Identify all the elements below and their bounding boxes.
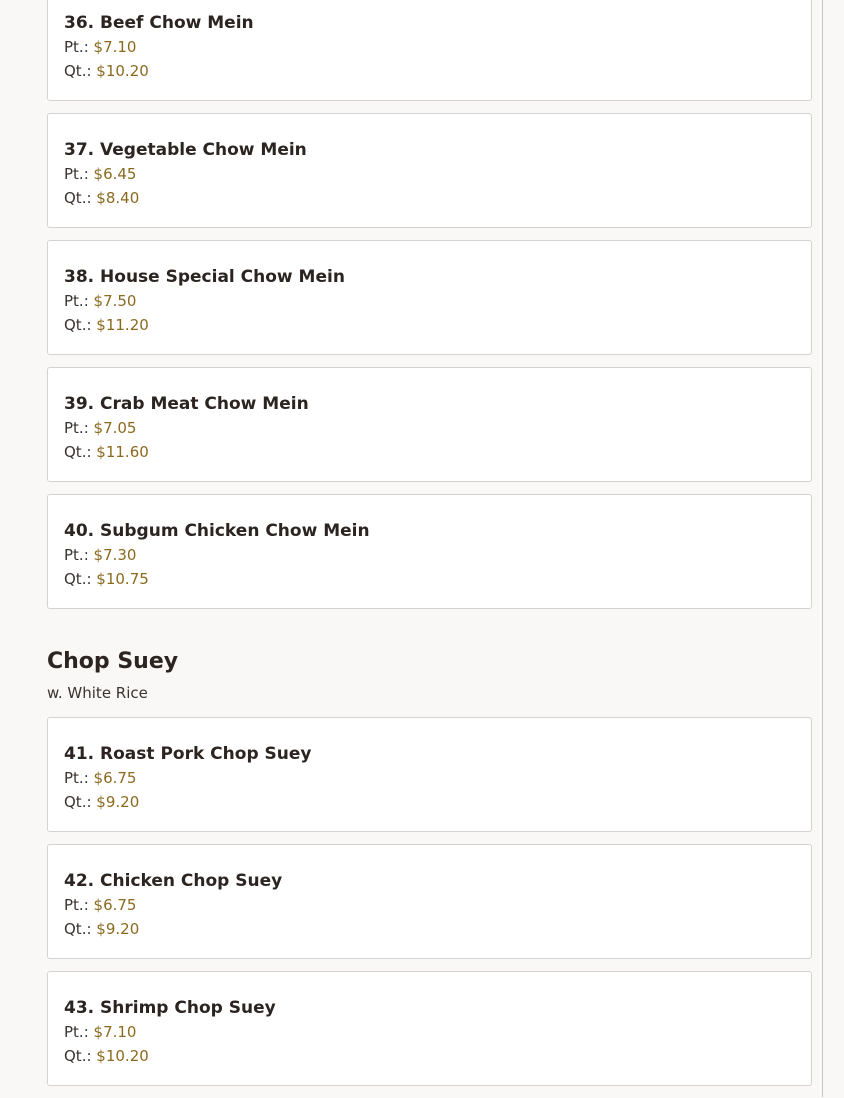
quart-price-line xyxy=(64,59,795,83)
pint-label: Pt.: xyxy=(64,546,89,564)
menu-item-card[interactable] xyxy=(47,971,812,1086)
menu-item-name: 42. Chicken Chop Suey xyxy=(64,871,283,891)
quart-price-line xyxy=(64,313,795,337)
pint-label: Pt.: xyxy=(64,38,89,56)
pint-label: Pt.: xyxy=(64,419,89,437)
pint-price-line xyxy=(64,543,795,567)
quart-price: $9.20 xyxy=(96,793,140,811)
pint-price: $7.10 xyxy=(93,38,137,56)
pint-price: $6.75 xyxy=(93,769,137,787)
menu-item-card[interactable] xyxy=(47,0,812,101)
menu-content xyxy=(47,0,812,1098)
menu-item-card[interactable] xyxy=(47,113,812,228)
quart-price-line xyxy=(64,1044,795,1068)
pint-price: $7.50 xyxy=(93,292,137,310)
pint-price-line xyxy=(64,416,795,440)
quart-price: $9.20 xyxy=(96,920,140,938)
menu-item-name: 36. Beef Chow Mein xyxy=(64,13,254,33)
quart-price-line xyxy=(64,567,795,591)
menu-item-card[interactable] xyxy=(47,717,812,832)
quart-price: $11.60 xyxy=(96,443,149,461)
quart-label: Qt.: xyxy=(64,443,92,461)
pint-price-line xyxy=(64,289,795,313)
pint-price: $7.30 xyxy=(93,546,137,564)
quart-label: Qt.: xyxy=(64,189,92,207)
pint-label: Pt.: xyxy=(64,292,89,310)
section-header xyxy=(47,621,812,717)
pint-price: $7.10 xyxy=(93,1023,137,1041)
quart-price: $10.75 xyxy=(96,570,149,588)
menu-item-card[interactable] xyxy=(47,844,812,959)
pint-label: Pt.: xyxy=(64,769,89,787)
pint-label: Pt.: xyxy=(64,165,89,183)
quart-label: Qt.: xyxy=(64,570,92,588)
menu-item-name: 37. Vegetable Chow Mein xyxy=(64,140,307,160)
pint-price-line xyxy=(64,162,795,186)
quart-price: $10.20 xyxy=(96,1047,149,1065)
pint-label: Pt.: xyxy=(64,1023,89,1041)
menu-item-name: 41. Roast Pork Chop Suey xyxy=(64,744,312,764)
menu-item-card[interactable] xyxy=(47,240,812,355)
quart-label: Qt.: xyxy=(64,316,92,334)
pint-price-line xyxy=(64,893,795,917)
pint-price: $7.05 xyxy=(93,419,137,437)
quart-price-line xyxy=(64,917,795,941)
menu-item-name: 39. Crab Meat Chow Mein xyxy=(64,394,309,414)
pint-price-line xyxy=(64,766,795,790)
pint-price-line xyxy=(64,1020,795,1044)
pint-price: $6.75 xyxy=(93,896,137,914)
section-subtitle: w. White Rice xyxy=(47,684,148,702)
pint-price: $6.45 xyxy=(93,165,137,183)
quart-price-line xyxy=(64,186,795,210)
quart-price: $8.40 xyxy=(96,189,140,207)
page-edge-divider xyxy=(822,0,823,1097)
quart-price-line xyxy=(64,440,795,464)
quart-price: $11.20 xyxy=(96,316,149,334)
quart-label: Qt.: xyxy=(64,920,92,938)
menu-item-card[interactable] xyxy=(47,367,812,482)
pint-label: Pt.: xyxy=(64,896,89,914)
quart-label: Qt.: xyxy=(64,793,92,811)
section-title: Chop Suey xyxy=(47,649,179,674)
quart-label: Qt.: xyxy=(64,62,92,80)
menu-item-name: 38. House Special Chow Mein xyxy=(64,267,345,287)
quart-price-line xyxy=(64,790,795,814)
pint-price-line xyxy=(64,35,795,59)
quart-price: $10.20 xyxy=(96,62,149,80)
quart-label: Qt.: xyxy=(64,1047,92,1065)
menu-item-name: 43. Shrimp Chop Suey xyxy=(64,998,276,1018)
menu-item-name: 40. Subgum Chicken Chow Mein xyxy=(64,521,370,541)
menu-item-card[interactable] xyxy=(47,494,812,609)
